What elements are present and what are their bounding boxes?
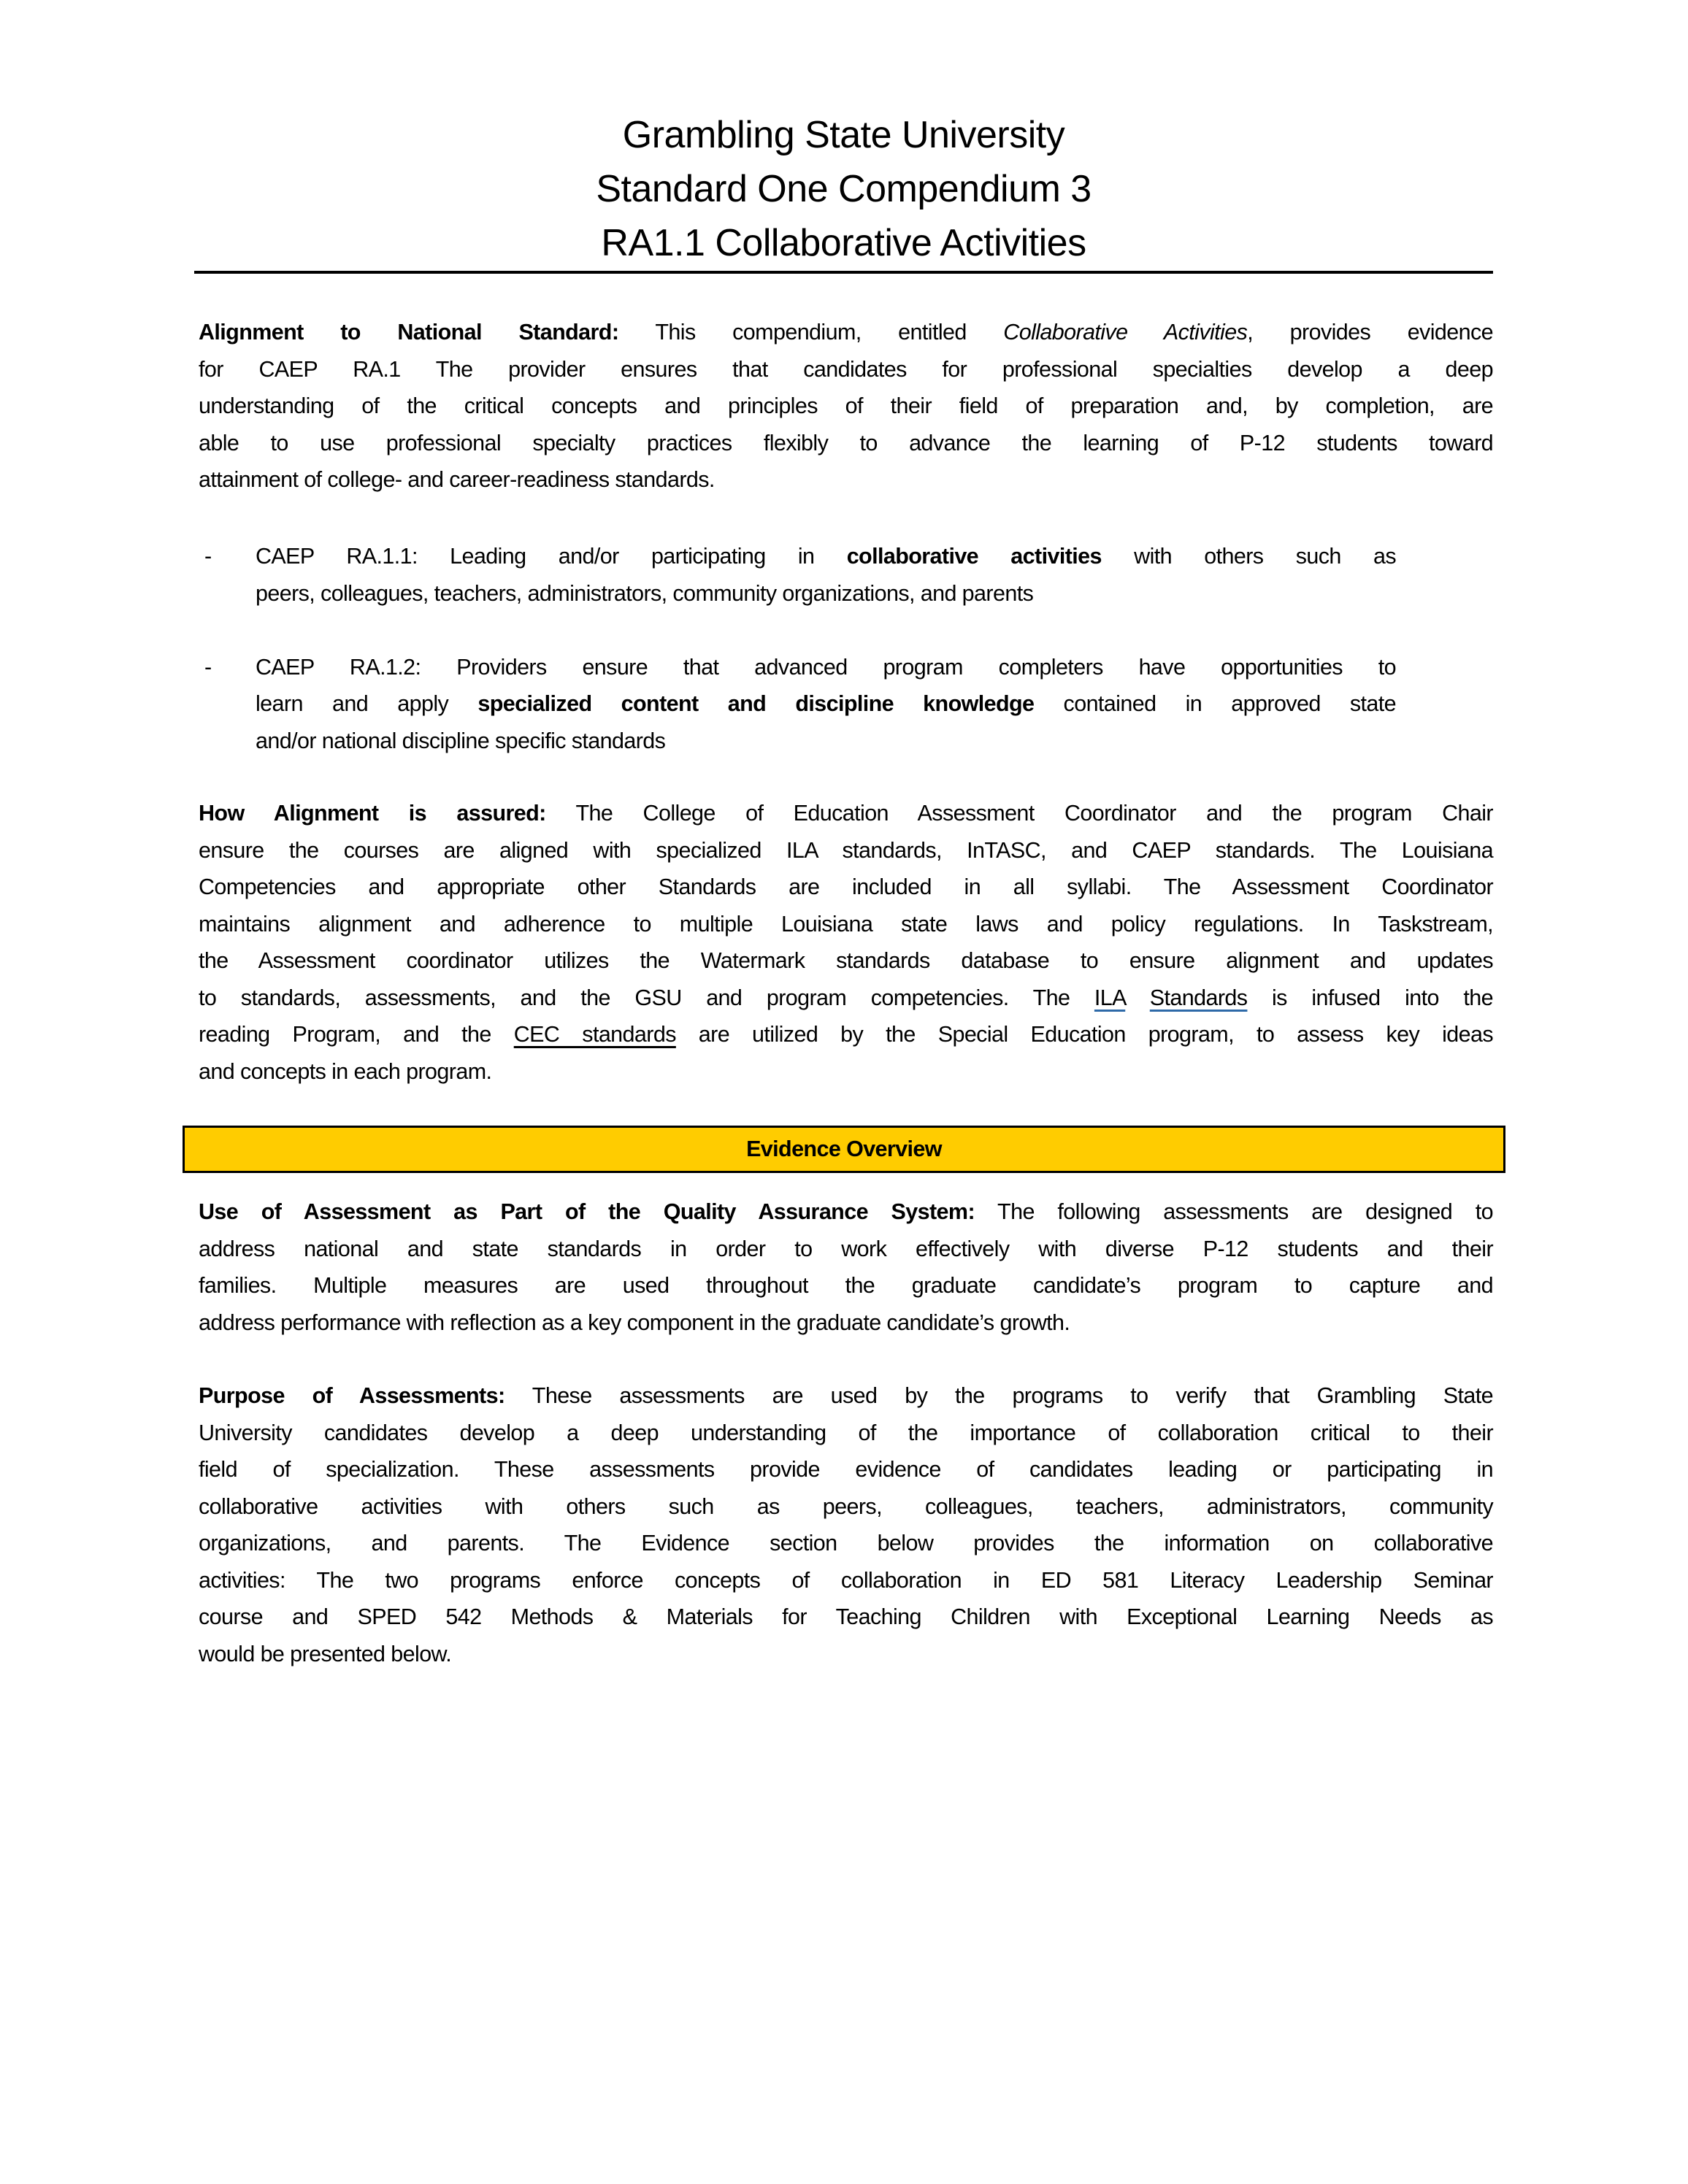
paragraph-line: collaborative activities with others such as peers, colleagues, teachers, administrators, community (199, 1493, 1493, 1519)
paragraph-line: Competencies and appropriate other Standards are included in all syllabi. The Assessment Coordinator (199, 874, 1493, 899)
list-item-ra-1-1 (199, 538, 1396, 612)
paragraph-line: understanding of the critical concepts and principles of their field of preparation and, by completion, are (199, 393, 1493, 418)
evidence-overview-heading: Evidence Overview (746, 1137, 942, 1161)
paragraph-line: organizations, and parents. The Evidence section below provides the information on collaborative (199, 1531, 1493, 1556)
list-line: CAEP RA.1.1: Leading and/or participating in collaborative activities with others such as (256, 544, 1397, 569)
alignment-assured-paragraph (199, 795, 1493, 1090)
ila-link[interactable]: ILA (1094, 985, 1126, 1010)
alignment-assured-label: How Alignment is assured: (199, 801, 546, 826)
paragraph-line: address national and state standards in order to work effectively with diverse P-12 students and their (199, 1236, 1493, 1261)
paragraph-line: address performance with reflection as a key component in the graduate candidate’s growth. (199, 1310, 1070, 1335)
document-title (194, 108, 1493, 270)
paragraph-line: reading Program, and the CEC standards are utilized by the Special Education program, to assess key ideas (199, 1022, 1493, 1047)
paragraph-line: field of specialization. These assessments provide evidence of candidates leading or participating in (199, 1457, 1493, 1482)
purpose-paragraph (199, 1377, 1493, 1672)
paragraph-line: Use of Assessment as Part of the Quality Assurance System: The following assessments are designed to (199, 1199, 1493, 1224)
paragraph-line: activities: The two programs enforce concepts of collaboration in ED 581 Literacy Leadership Seminar (199, 1567, 1493, 1593)
paragraph-line: to standards, assessments, and the GSU and program competencies. The ILA Standards is infused into the (199, 985, 1493, 1010)
list-line: peers, colleagues, teachers, administrators, community organizations, and parents (256, 580, 1034, 606)
paragraph-line: course and SPED 542 Methods & Materials for Teaching Children with Exceptional Learning Needs as (199, 1604, 1493, 1629)
title-divider (194, 271, 1493, 274)
paragraph-line: maintains alignment and adherence to multiple Louisiana state laws and policy regulations. In Taskstream, (199, 911, 1493, 937)
paragraph-line: Alignment to National Standard: This compendium, entitled Collaborative Activities, provides evidence (199, 320, 1493, 345)
list-item-ra-1-2 (199, 649, 1396, 760)
list-line: and/or national discipline specific standards (256, 728, 666, 753)
paragraph-line: would be presented below. (199, 1641, 452, 1666)
dash-bullet-icon: - (204, 654, 212, 680)
compendium-name: Collaborative Activities (1003, 320, 1248, 345)
dash-bullet-icon: - (204, 544, 212, 569)
paragraph-line: the Assessment coordinator utilizes the Watermark standards database to ensure alignment and updates (199, 948, 1493, 973)
alignment-national-label: Alignment to National Standard: (199, 320, 619, 345)
paragraph-line: for CAEP RA.1 The provider ensures that candidates for professional specialties develop a deep (199, 356, 1493, 382)
purpose-label: Purpose of Assessments: (199, 1383, 505, 1408)
list-line: learn and apply specialized content and discipline knowledge contained in approved state (256, 691, 1396, 716)
caep-standards-list (199, 538, 1396, 759)
title-compendium: Standard One Compendium 3 (596, 168, 1092, 210)
paragraph-line: families. Multiple measures are used throughout the graduate candidate’s program to capture and (199, 1273, 1493, 1298)
paragraph-line: University candidates develop a deep understanding of the importance of collaboration critical to their (199, 1420, 1493, 1445)
cec-standards-link[interactable]: CEC standards (513, 1022, 676, 1047)
title-university: Grambling State University (622, 114, 1065, 156)
list-line: CAEP RA.1.2: Providers ensure that advanced program completers have opportunities to (256, 654, 1396, 680)
quality-assurance-label: Use of Assessment as Part of the Quality Assurance System: (199, 1199, 975, 1224)
paragraph-line: attainment of college- and career-readiness standards. (199, 467, 715, 492)
evidence-overview-banner (183, 1126, 1505, 1173)
paragraph-line: ensure the courses are aligned with specialized ILA standards, InTASC, and CAEP standards. The Louisiana (199, 837, 1493, 863)
title-activity: RA1.1 Collaborative Activities (601, 222, 1086, 264)
paragraph-line: and concepts in each program. (199, 1058, 492, 1084)
alignment-national-paragraph (199, 314, 1493, 499)
paragraph-line: able to use professional specialty practices flexibly to advance the learning of P-12 students toward (199, 430, 1493, 455)
paragraph-line: How Alignment is assured: The College of Education Assessment Coordinator and the program Chair (199, 801, 1493, 826)
ila-standards-link[interactable]: Standards (1149, 985, 1248, 1010)
paragraph-line: Purpose of Assessments: These assessments are used by the programs to verify that Grambling State (199, 1383, 1493, 1408)
quality-assurance-paragraph (199, 1193, 1493, 1341)
